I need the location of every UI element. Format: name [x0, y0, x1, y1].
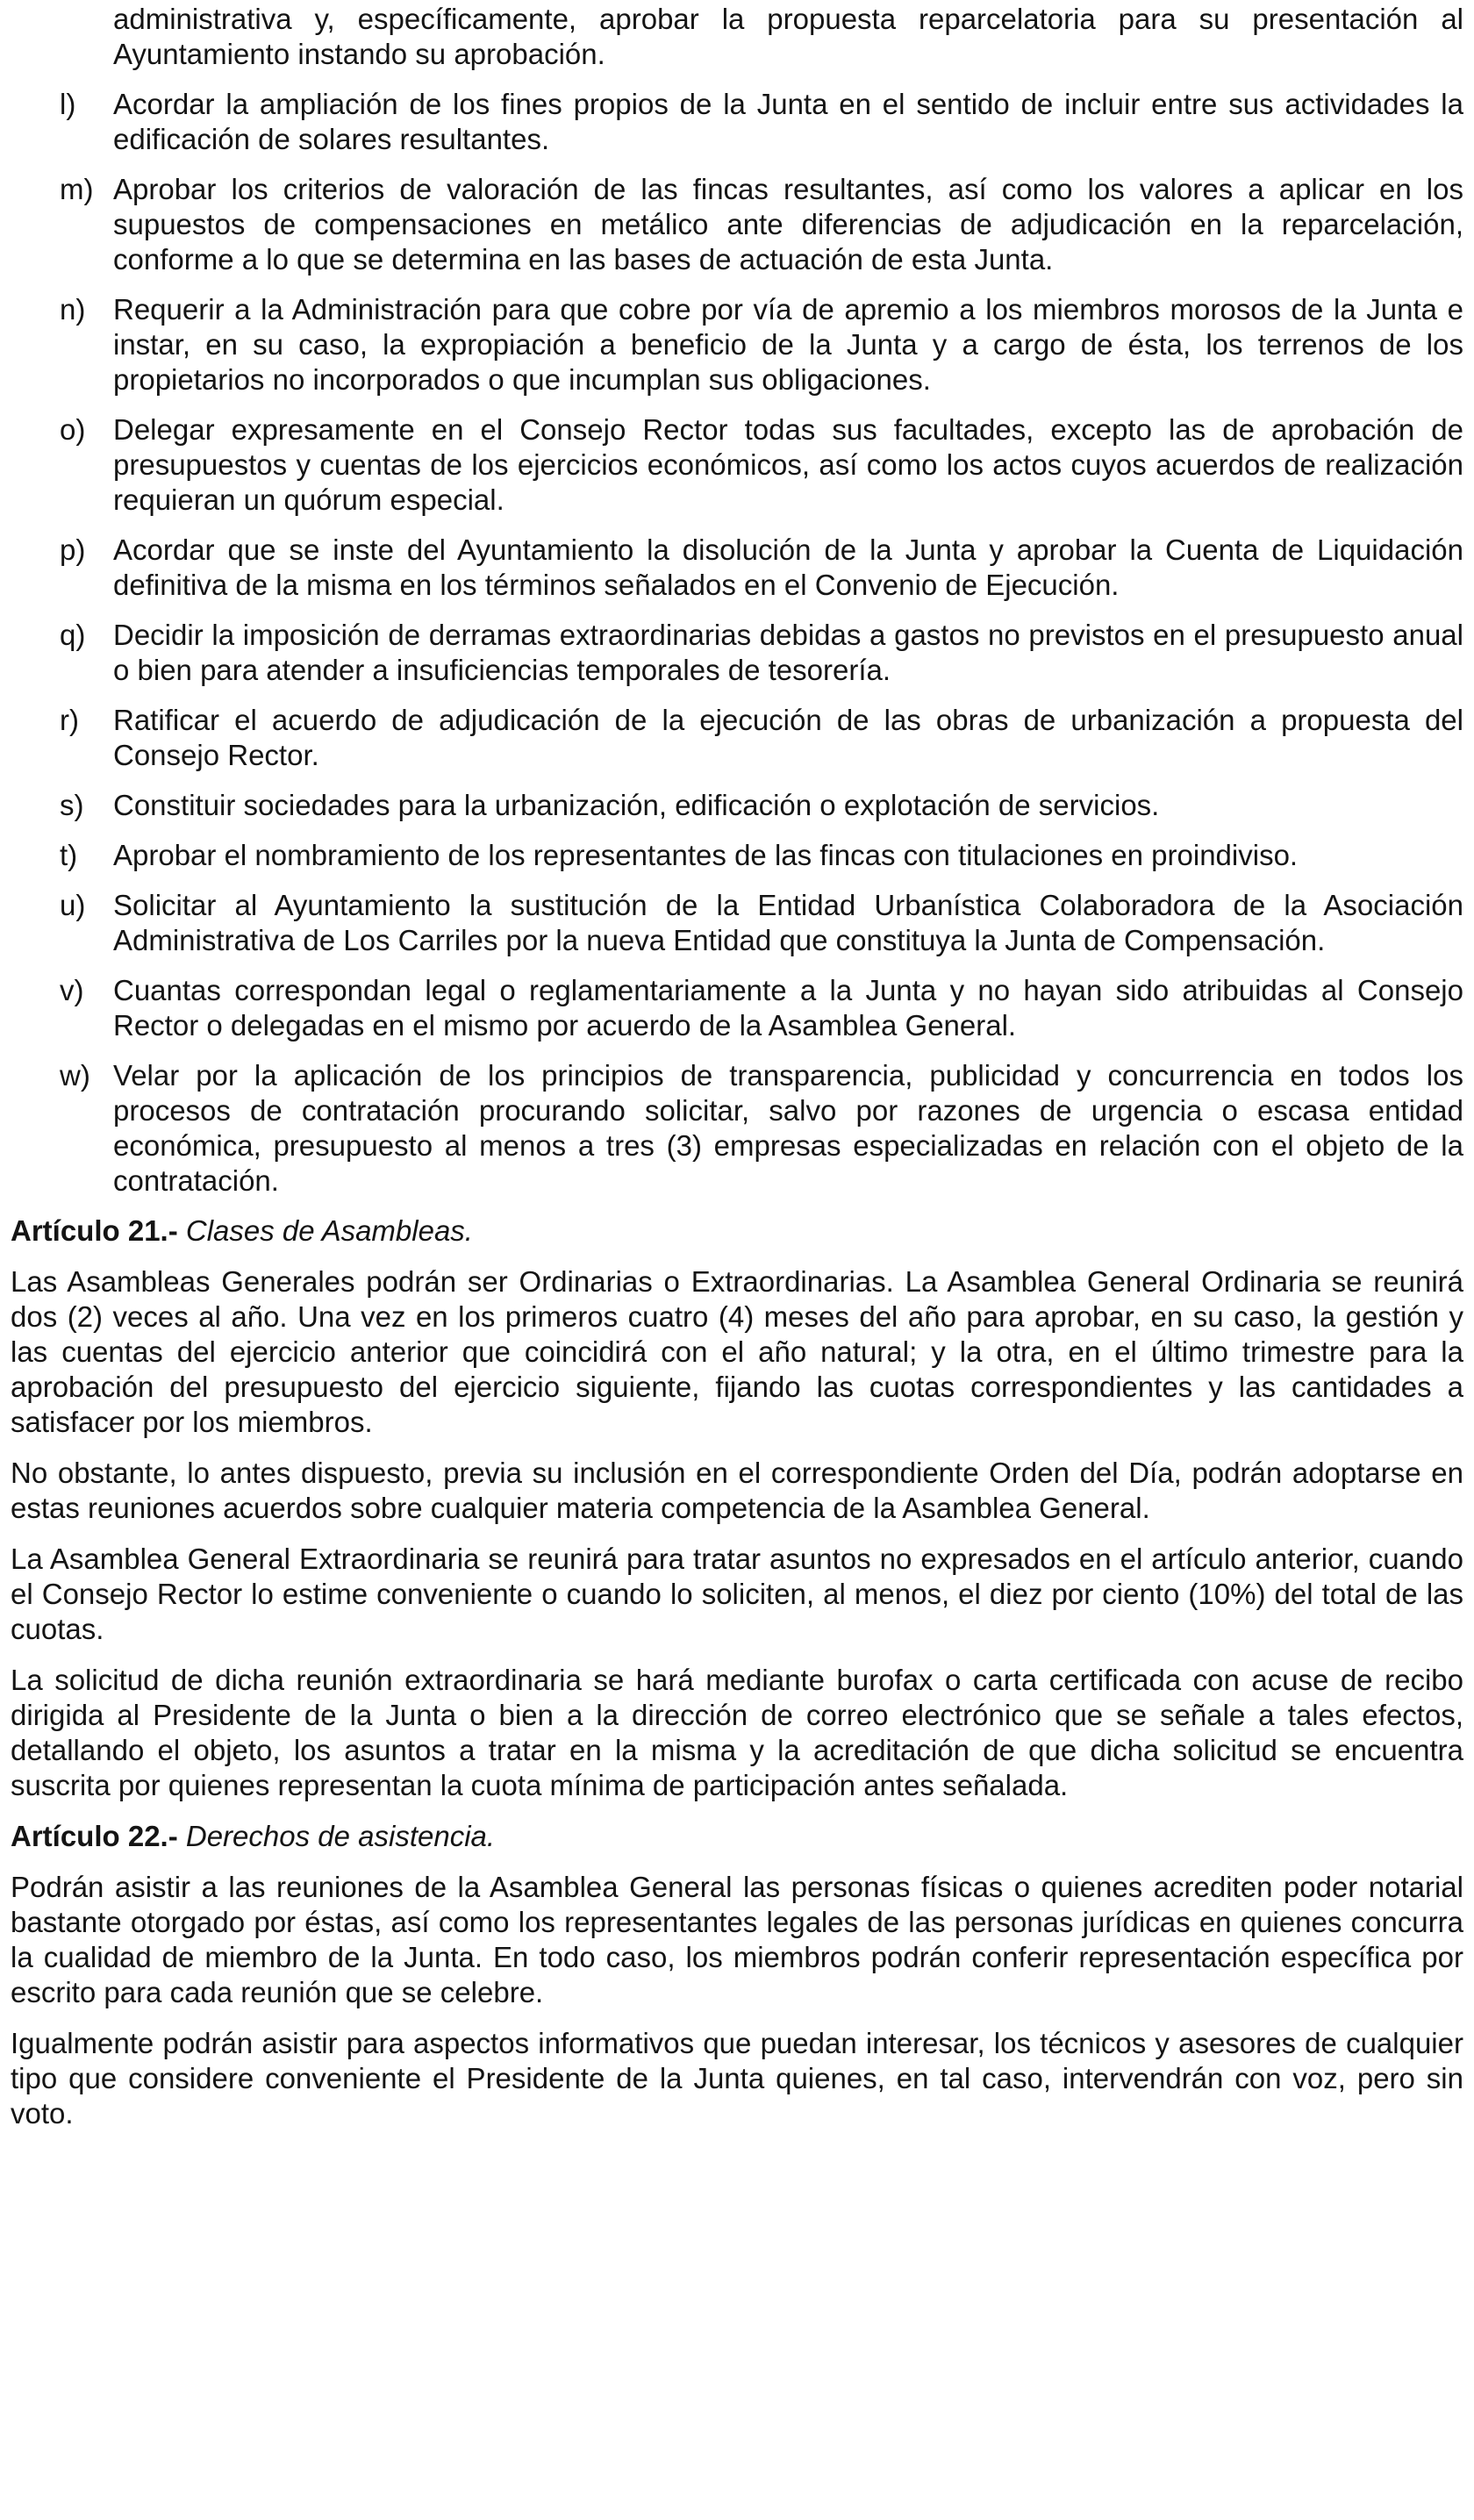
article-number: Artículo 22.-: [11, 1820, 178, 1852]
list-item-marker: t): [60, 839, 78, 871]
list-item-text: Velar por la aplicación de los principios de transparencia, publicidad y concurrencia en todos los procesos de contratación procurando solicitar, salvo por razones de urgencia o escasa entidad económica, presupuesto al menos a tres (3) empresas especializadas en relación con el objeto de la contratación.: [113, 1059, 1463, 1197]
article-number: Artículo 21.-: [11, 1214, 178, 1247]
list-item-text: Aprobar los criterios de valoración de las fincas resultantes, así como los valores a aplicar en los supuestos de compensaciones en metálico ante diferencias de adjudicación en la reparcelación, conforme a lo que se determina en las bases de actuación de esta Junta.: [113, 173, 1463, 276]
list-item-marker: s): [60, 789, 84, 821]
list-item-text: Aprobar el nombramiento de los representantes de las fincas con titulaciones en proindiviso.: [113, 839, 1299, 871]
list-item-v: [11, 973, 1463, 1043]
list-item-n: [11, 292, 1463, 397]
article-21-paragraph: La solicitud de dicha reunión extraordinaria se hará mediante burofax o carta certificada con acuse de recibo dirigida al Presidente de la Junta o bien a la dirección de correo electrónico que se señale a tales efectos, detallando el objeto, los asuntos a tratar en la misma y la acreditación de que dicha solicitud se encuentra suscrita por quienes representan la cuota mínima de participación antes señalada.: [11, 1664, 1463, 1801]
list-item-text: Acordar que se inste del Ayuntamiento la disolución de la Junta y aprobar la Cuenta de Liquidación definitiva de la misma en los términos señalados en el Convenio de Ejecución.: [113, 533, 1463, 601]
list-item-text: administrativa y, específicamente, aprobar la propuesta reparcelatoria para su presentación al Ayuntamiento instando su aprobación.: [113, 3, 1463, 70]
list-item-marker: l): [60, 88, 76, 120]
list-item-s: [11, 788, 1463, 823]
list-item-text: Constituir sociedades para la urbanización, edificación o explotación de servicios.: [113, 789, 1160, 821]
list-item-t: [11, 838, 1463, 873]
article-21-paragraph: Las Asambleas Generales podrán ser Ordinarias o Extraordinarias. La Asamblea General Ordinaria se reunirá dos (2) veces al año. Una vez en los primeros cuatro (4) meses del año para aprobar, en su caso, la gestión y las cuentas del ejercicio anterior que coincidirá con el año natural; y la otra, en el último trimestre para la aprobación del presupuesto del ejercicio siguiente, fijando las cuotas correspondientes y las cantidades a satisfacer por los miembros.: [11, 1265, 1463, 1438]
list-item-marker: v): [60, 974, 84, 1006]
list-item-text: Delegar expresamente en el Consejo Rector todas sus facultades, excepto las de aprobación de presupuestos y cuentas de los ejercicios económicos, así como los actos cuyos acuerdos de realización requieran un quórum especial.: [113, 413, 1463, 516]
list-item-text: Requerir a la Administración para que cobre por vía de apremio a los miembros morosos de la Junta e instar, en su caso, la expropiación a beneficio de la Junta y a cargo de ésta, los terrenos de los propietarios no incorporados o que incumplan sus obligaciones.: [113, 293, 1463, 396]
list-item-w: [11, 1058, 1463, 1199]
list-item-o: [11, 412, 1463, 518]
list-item-marker: q): [60, 619, 86, 651]
list-item-text: Cuantas correspondan legal o reglamentariamente a la Junta y no hayan sido atribuidas al Consejo Rector o delegadas en el mismo por acuerdo de la Asamblea General.: [113, 974, 1463, 1042]
list-item-text: Solicitar al Ayuntamiento la sustitución de la Entidad Urbanística Colaboradora de la Asociación Administrativa de Los Carriles por la nueva Entidad que constituya la Junta de Compensación.: [113, 889, 1463, 956]
article-22-paragraph: Igualmente podrán asistir para aspectos informativos que puedan interesar, los técnicos y asesores de cualquier tipo que considere conveniente el Presidente de la Junta quienes, en tal caso, intervendrán con voz, pero sin voto.: [11, 2027, 1463, 2130]
list-item-marker: r): [60, 704, 79, 736]
list-item-k-continuation: [11, 2, 1463, 72]
article-22-heading: [11, 1819, 1463, 1854]
article-title: Derechos de asistencia.: [185, 1820, 496, 1852]
list-item-r: [11, 703, 1463, 773]
list-item-marker: o): [60, 413, 86, 446]
article-21-paragraph: No obstante, lo antes dispuesto, previa su inclusión en el correspondiente Orden del Día, podrán adoptarse en estas reuniones acuerdos sobre cualquier materia competencia de la Asamblea General.: [11, 1457, 1463, 1524]
list-item-marker: m): [60, 173, 94, 205]
article-22-paragraph: Podrán asistir a las reuniones de la Asamblea General las personas físicas o quienes acrediten poder notarial bastante otorgado por éstas, así como los representantes legales de las personas jurídicas en quienes concurra la cualidad de miembro de la Junta. En todo caso, los miembros podrán conferir representación específica por escrito para cada reunión que se celebre.: [11, 1871, 1463, 2008]
list-item-marker: n): [60, 293, 86, 326]
list-item-text: Ratificar el acuerdo de adjudicación de la ejecución de las obras de urbanización a propuesta del Consejo Rector.: [113, 704, 1463, 771]
article-title: Clases de Asambleas.: [185, 1214, 473, 1247]
list-item-m: [11, 172, 1463, 277]
list-item-marker: p): [60, 533, 86, 566]
list-item-text: Decidir la imposición de derramas extraordinarias debidas a gastos no previstos en el presupuesto anual o bien para atender a insuficiencias temporales de tesorería.: [113, 619, 1463, 686]
list-item-u: [11, 888, 1463, 958]
list-item-marker: w): [60, 1059, 90, 1092]
list-item-l: [11, 87, 1463, 157]
article-21-heading: [11, 1213, 1463, 1249]
list-item-q: [11, 618, 1463, 688]
list-item-marker: u): [60, 889, 86, 921]
list-item-p: [11, 533, 1463, 603]
article-21-paragraph: La Asamblea General Extraordinaria se reunirá para tratar asuntos no expresados en el artículo anterior, cuando el Consejo Rector lo estime conveniente o cuando lo soliciten, al menos, el diez por ciento (10%) del total de las cuotas.: [11, 1543, 1463, 1645]
document-page: [11, 0, 1463, 2147]
list-item-text: Acordar la ampliación de los fines propios de la Junta en el sentido de incluir entre sus actividades la edificación de solares resultantes.: [113, 88, 1463, 155]
